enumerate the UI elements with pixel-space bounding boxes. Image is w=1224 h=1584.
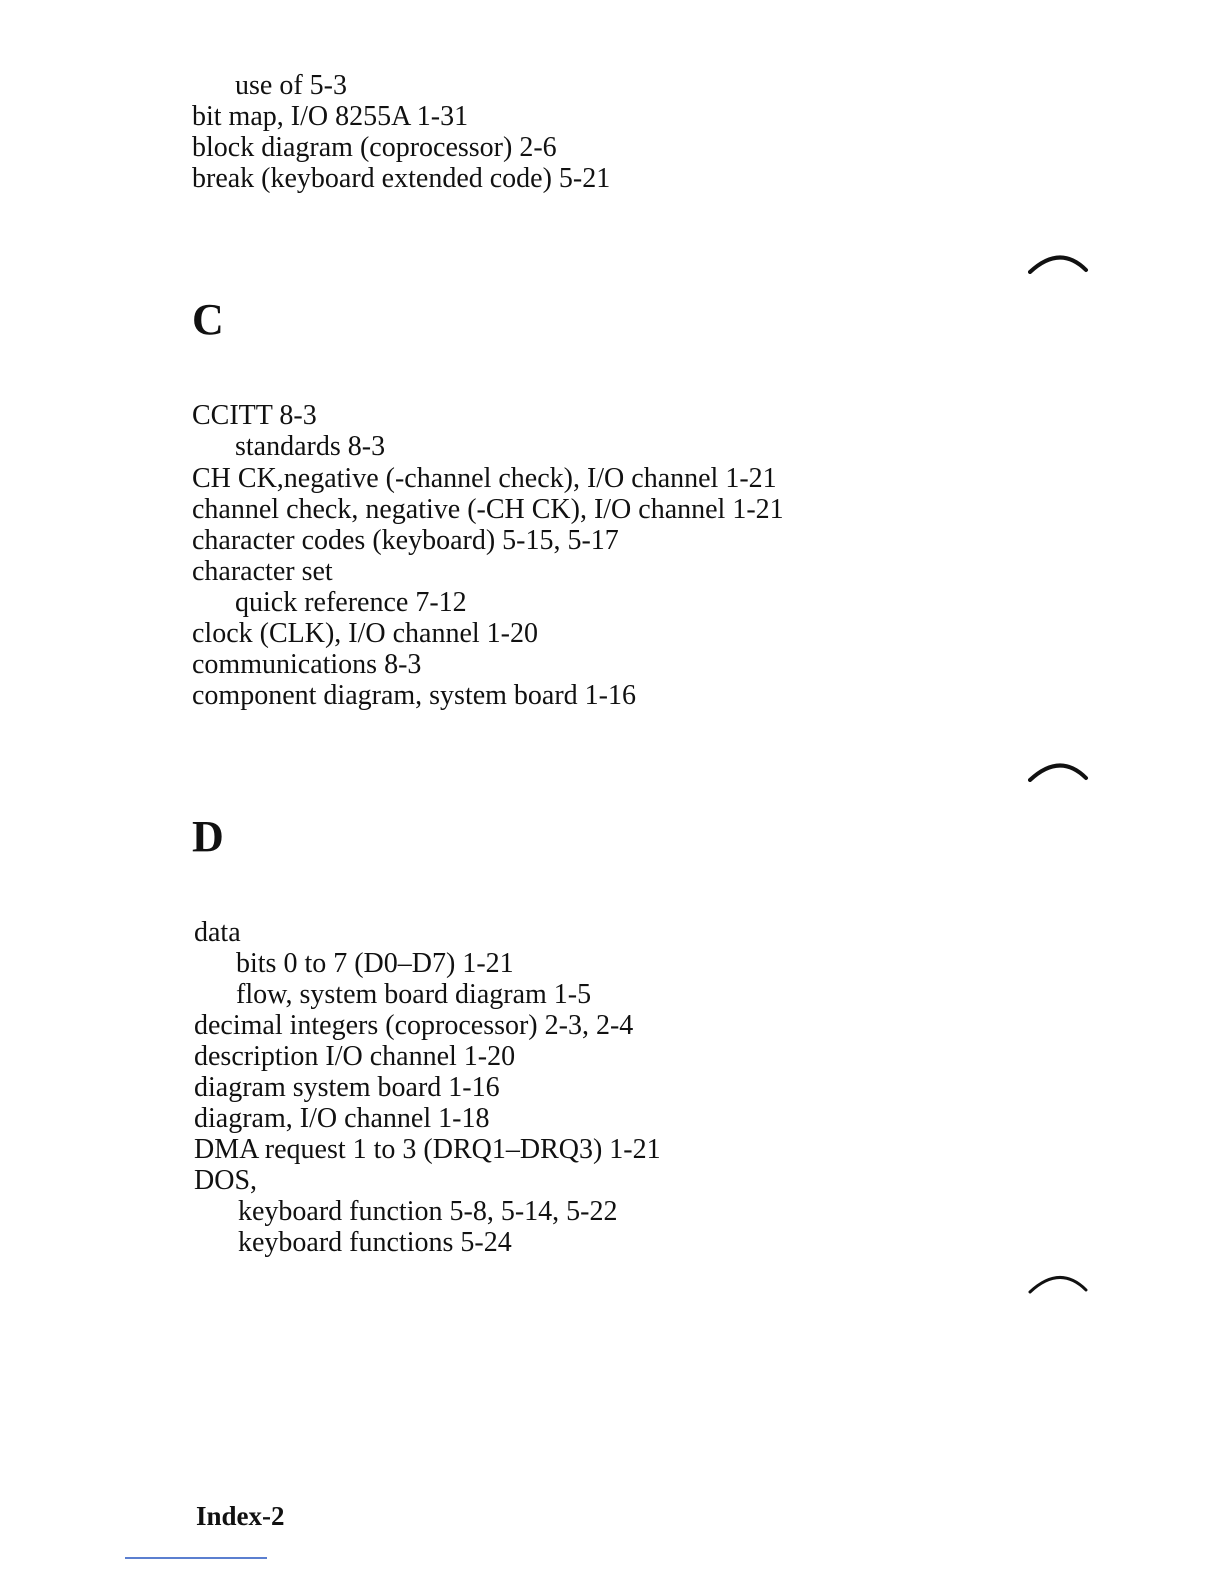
index-entry: diagram system board 1-16 <box>194 1072 500 1103</box>
index-entry: bit map, I/O 8255A 1-31 <box>192 101 469 132</box>
index-entry: character codes (keyboard) 5-15, 5-17 <box>192 525 619 556</box>
index-entry: DMA request 1 to 3 (DRQ1–DRQ3) 1-21 <box>194 1134 661 1165</box>
section-letter-d: D <box>192 812 224 861</box>
index-entry: clock (CLK), I/O channel 1-20 <box>192 618 538 649</box>
index-subentry: keyboard functions 5-24 <box>238 1227 512 1258</box>
index-entry: CH CK,negative (-channel check), I/O channel 1-21 <box>192 463 777 494</box>
index-subentry: keyboard function 5-8, 5-14, 5-22 <box>238 1196 618 1227</box>
index-entry: channel check, negative (-CH CK), I/O channel 1-21 <box>192 494 784 525</box>
page-number: Index-2 <box>196 1501 285 1531</box>
section-letter-c: C <box>192 295 224 344</box>
index-subentry: bits 0 to 7 (D0–D7) 1-21 <box>236 948 514 979</box>
binder-arc-mark <box>1028 250 1090 274</box>
index-entry: use of 5-3 <box>235 70 347 101</box>
binder-arc-mark <box>1028 1270 1090 1294</box>
index-subentry: flow, system board diagram 1-5 <box>236 979 592 1010</box>
index-entry: DOS, <box>194 1165 258 1196</box>
index-entry: data <box>194 917 241 948</box>
index-subentry: quick reference 7-12 <box>235 587 467 618</box>
index-entry: break (keyboard extended code) 5-21 <box>192 163 611 194</box>
index-entry: character set <box>192 556 333 587</box>
footer-rule <box>125 1557 267 1559</box>
index-subentry: standards 8-3 <box>235 431 386 462</box>
index-entry: decimal integers (coprocessor) 2-3, 2-4 <box>194 1010 634 1041</box>
index-entry: block diagram (coprocessor) 2-6 <box>192 132 557 163</box>
index-entry: CCITT 8-3 <box>192 400 317 431</box>
index-entry: communications 8-3 <box>192 649 422 680</box>
index-entry: diagram, I/O channel 1-18 <box>194 1103 490 1134</box>
index-entry: component diagram, system board 1-16 <box>192 680 637 711</box>
binder-arc-mark <box>1028 758 1090 782</box>
index-entry: description I/O channel 1-20 <box>194 1041 516 1072</box>
